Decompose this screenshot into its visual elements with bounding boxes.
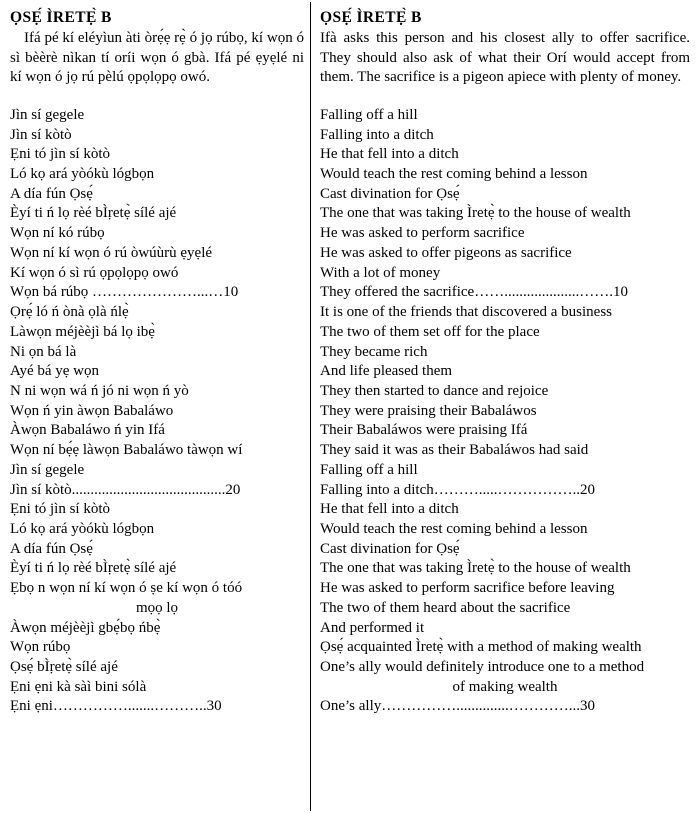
verse-line: Would teach the rest coming behind a lesson bbox=[320, 520, 588, 537]
verse-line: Ẹni ẹni kà sàì bini sólà bbox=[10, 678, 147, 695]
verse-line: He was asked to perform sacrifice bbox=[320, 225, 525, 242]
verse-line: mọọ lọ bbox=[135, 599, 179, 616]
verse-line: Èyí ti ń lọ rèé bÌṛetẹ̀ sílé ajé bbox=[10, 205, 177, 222]
verse-line: Jìn sí kòtò bbox=[10, 126, 72, 143]
verse-line: Àwọn méjèèjì gbẹ́bọ ńbẹ̀ bbox=[10, 619, 161, 636]
verse-line: Ẹni ẹni…………….......………..30 bbox=[10, 698, 222, 715]
verse-line: They said it was as their Babaláwos had said bbox=[320, 442, 589, 459]
verse-line: Ẹbọ n wọn ní kí wọn ó ṣe kí wọn ó tóó bbox=[10, 580, 243, 597]
verse-line: N ni wọn wá ń jó ni wọn ń yò bbox=[10, 382, 189, 399]
verse-line: He was asked to offer pigeons as sacrifice bbox=[320, 244, 572, 261]
verse-line: Àwọn Babaláwo ń yin Ifá bbox=[10, 422, 165, 439]
right-intro-paragraph: Ifà asks this person and his closest ally to offer sacrifice. They should also ask of what their Orí would accept from them. The sacrifice is a pigeon apiece with plenty of money. bbox=[320, 30, 690, 86]
verse-line: He was asked to perform sacrifice before leaving bbox=[320, 580, 615, 597]
left-column bbox=[0, 0, 310, 813]
verse-line: They became rich bbox=[320, 343, 428, 360]
verse-line: He that fell into a ditch bbox=[320, 501, 459, 518]
verse-line: Ẹni tó jìn sí kòtò bbox=[10, 146, 111, 163]
verse-line: Wọn ń yin àwọn Babaláwo bbox=[10, 402, 174, 419]
verse-line: And performed it bbox=[320, 619, 425, 636]
verse-line: He that fell into a ditch bbox=[320, 146, 459, 163]
verse-line: Jìn sí gegele bbox=[10, 461, 85, 478]
verse-line: Jìn sí gegele bbox=[10, 106, 85, 123]
verse-line: And life pleased them bbox=[320, 363, 453, 380]
verse-line: A día fún Ọsẹ́ bbox=[10, 185, 93, 202]
verse-line: The two of them heard about the sacrifice bbox=[320, 599, 571, 616]
verse-line: One’s ally……………..............…………...30 bbox=[320, 698, 595, 715]
verse-line: Falling into a ditch bbox=[320, 126, 434, 143]
verse-line: Wọn rúbọ bbox=[10, 639, 71, 656]
verse-line: Èyí ti ń lọ rèé bÌṛetẹ̀ sílé ajé bbox=[10, 560, 177, 577]
verse-line: Their Babaláwos were praising Ifá bbox=[320, 422, 528, 439]
verse-line: Ọsẹ́ acquainted Ìretẹ̀ with a method of making wealth bbox=[320, 639, 642, 656]
right-column bbox=[311, 0, 696, 813]
verse-line: Falling off a hill bbox=[320, 461, 418, 478]
verse-line: Wọn ní kí wọn ó rú òwúùrù ẹyẹlé bbox=[10, 244, 213, 261]
verse-line: Kí wọn ó sì rú ọpọlọpọ owó bbox=[10, 264, 179, 281]
verse-line: They offered the sacrifice……....................…….10 bbox=[320, 284, 628, 301]
verse-line: The two of them set off for the place bbox=[320, 323, 540, 340]
verse-line: Cast divination for Ọsẹ́ bbox=[320, 540, 460, 557]
verse-line: One’s ally would definitely introduce one to a method bbox=[320, 659, 645, 675]
verse-line: Ló kọ ará yòókù lógbọn bbox=[10, 520, 155, 537]
left-intro-paragraph: Ifá pé kí eléyìun àti òrẹ́ẹ rẹ̀ ó jọ rúbọ, kí wọn ó sì bèèrè nìkan tí oríi wọn ó gbà. Ifá pé ẹyẹlé ni kí wọn ó jọ rú pèlú ọpọlọpọ owó. bbox=[10, 30, 304, 86]
verse-line: They were praising their Babaláwos bbox=[320, 402, 537, 419]
verse-line: Làwọn méjèèjì bá lọ ibẹ̀ bbox=[10, 323, 155, 340]
right-verse bbox=[320, 106, 690, 717]
verse-line: Wọn bá rúbọ …………………...…10 bbox=[10, 284, 239, 301]
right-heading: ỌSẸ́ ÌRETẸ̀ B bbox=[320, 9, 422, 26]
verse-line: Falling off a hill bbox=[320, 106, 418, 123]
verse-line: Would teach the rest coming behind a lesson bbox=[320, 166, 588, 183]
verse-line: Falling into a ditch……….....……………..20 bbox=[320, 481, 595, 498]
verse-line: The one that was taking Ìretẹ̀ to the house of wealth bbox=[320, 560, 631, 577]
verse-line: Ni ọn bá là bbox=[10, 343, 77, 360]
verse-line: of making wealth bbox=[452, 678, 558, 695]
verse-line: It is one of the friends that discovered a business bbox=[320, 304, 613, 321]
verse-line: Ló kọ ará yòókù lógbọn bbox=[10, 166, 155, 183]
verse-line: Wọn ní kó rúbọ bbox=[10, 225, 105, 242]
verse-line: Jìn sí kòtò.........................................20 bbox=[10, 481, 241, 498]
verse-line: The one that was taking Ìretẹ̀ to the house of wealth bbox=[320, 205, 631, 222]
verse-line: A día fún Ọsẹ́ bbox=[10, 540, 93, 557]
verse-line: Ọsẹ́ bÌṛetẹ̀ sílé ajé bbox=[10, 659, 118, 675]
verse-line: Ọrẹ́ ló ń ònà ọlà ńlẹ̀ bbox=[10, 304, 129, 321]
verse-line: With a lot of money bbox=[320, 264, 441, 281]
left-heading: ỌSẸ́ ÌRETẸ̀ B bbox=[10, 9, 112, 26]
verse-line: Ayé bá yẹ wọn bbox=[10, 363, 100, 380]
verse-line: Ẹni tó jìn sí kòtò bbox=[10, 501, 111, 518]
verse-line: Wọn ní bẹ́ẹ làwọn Babaláwo tàwọn wí bbox=[10, 442, 243, 459]
verse-line: They then started to dance and rejoice bbox=[320, 382, 549, 399]
left-verse bbox=[10, 106, 304, 717]
verse-line: Cast divination for Ọsẹ́ bbox=[320, 185, 460, 202]
